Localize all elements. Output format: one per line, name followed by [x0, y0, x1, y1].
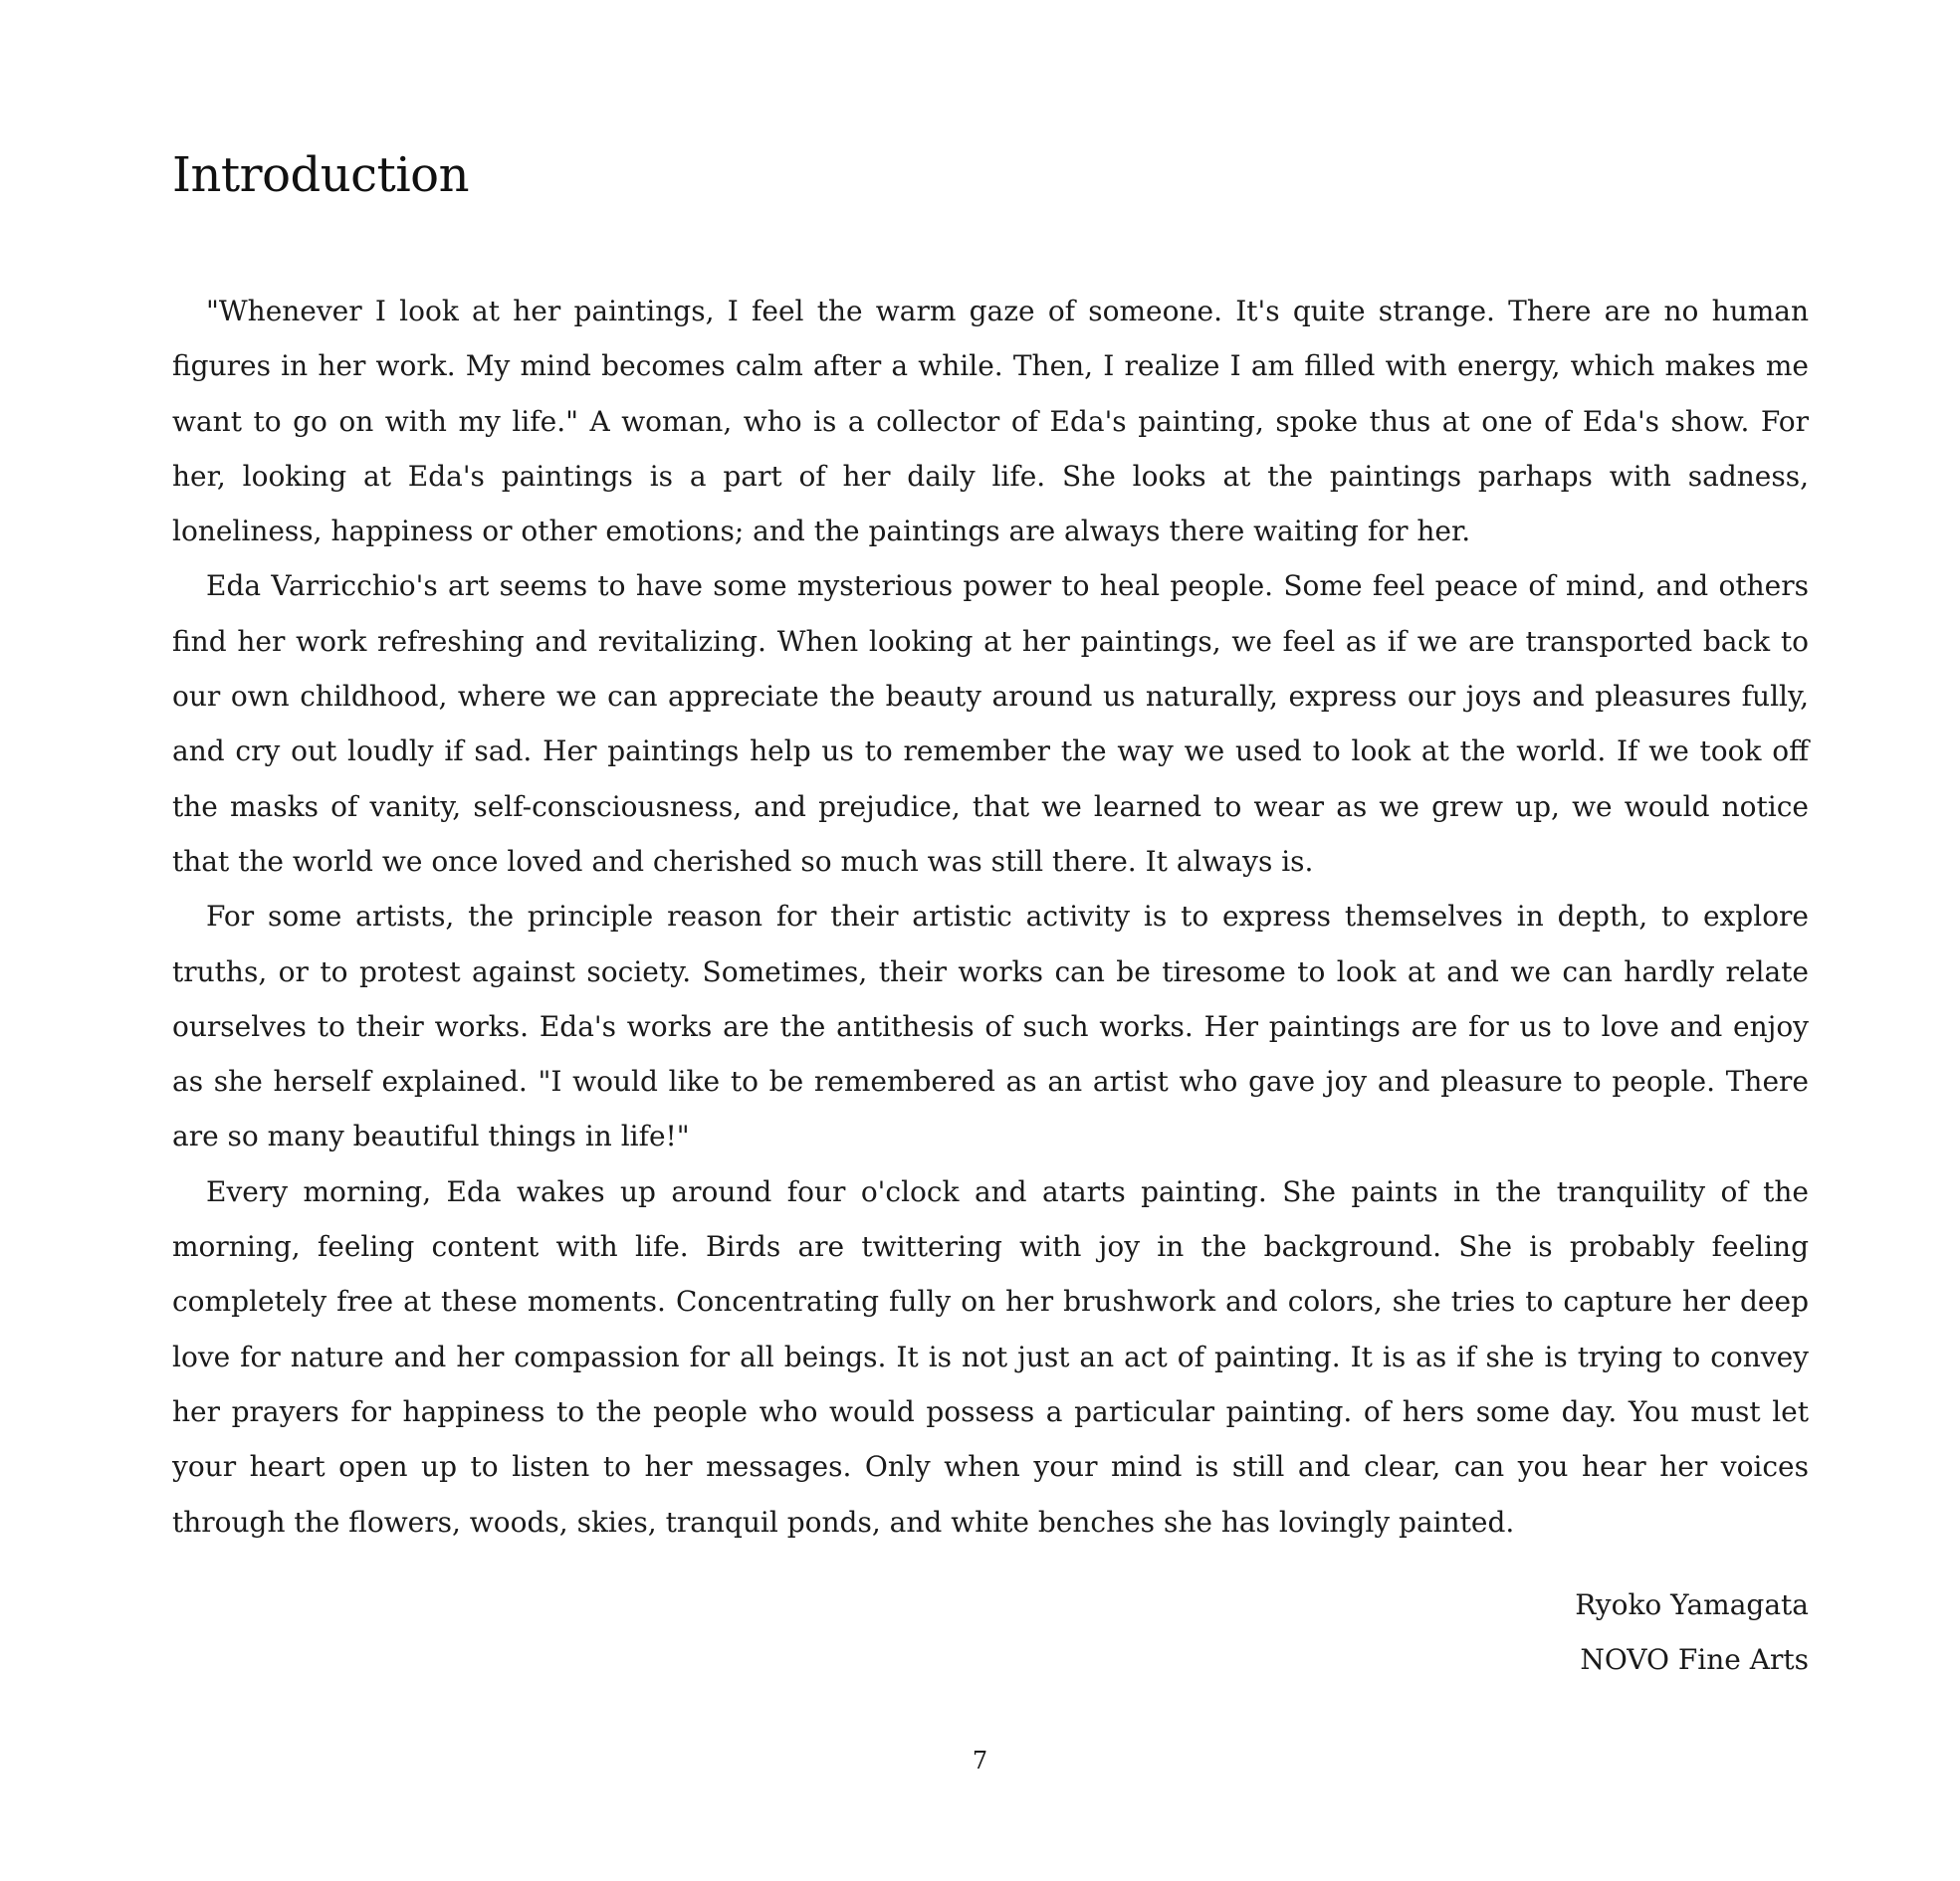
- page-number: 7: [972, 1747, 988, 1775]
- paragraph-3: For some artists, the principle reason for their artistic activity is to express themselves in depth, to explore truths, or to protest against society. Sometimes, their works can be tiresome to look at and we can hardly relate ourselves to their works. Eda's works are the antithesis of such works. Her paintings are for us to love and enjoy as she herself explained. "I would like to be remembered as an artist who gave joy and pleasure to people. There are so many beautiful things in life!": [172, 900, 1809, 1153]
- paragraph-2: Eda Varricchio's art seems to have some mysterious power to heal people. Some feel peace of mind, and others find her work refreshing and revitalizing. When looking at her paintings, we feel as if we are transported back to our own childhood, where we can appreciate the beauty around us naturally, express our joys and pleasures fully, and cry out loudly if sad. Her paintings help us to remember the way we used to look at the world. If we took off the masks of vanity, self-consciousness, and prejudice, that we learned to wear as we grew up, we would notice that the world we once loved and cherished so much was still there. It always is.: [172, 569, 1809, 878]
- paragraph-1: "Whenever I look at her paintings, I feel the warm gaze of someone. It's quite strange. There are no human figures in her work. My mind becomes calm after a while. Then, I realize I am filled with energy, which makes me want to go on with my life." A woman, who is a collector of Eda's painting, spoke thus at one of Eda's show. For her, looking at Eda's paintings is a part of her daily life. She looks at the paintings parhaps with sadness, loneliness, happiness or other emotions; and the paintings are always there waiting for her.: [172, 295, 1809, 548]
- page-title: Introduction: [172, 147, 469, 203]
- author-name: Ryoko Yamagata: [1575, 1588, 1809, 1621]
- body-text: [172, 284, 1809, 1550]
- author-organization: NOVO Fine Arts: [1580, 1643, 1809, 1677]
- paragraph-4: Every morning, Eda wakes up around four o'clock and atarts painting. She paints in the tranquility of the morning, feeling content with life. Birds are twittering with joy in the background. She is probably feeling completely free at these moments. Concentrating fully on her brushwork and colors, she tries to capture her deep love for nature and her compassion for all beings. It is not just an act of painting. It is as if she is trying to convey her prayers for happiness to the people who would possess a particular painting. of hers some day. You must let your heart open up to listen to her messages. Only when your mind is still and clear, can you hear her voices through the flowers, woods, skies, tranquil ponds, and white benches she has lovingly painted.: [172, 1174, 1809, 1539]
- signature-block: [1575, 1577, 1809, 1688]
